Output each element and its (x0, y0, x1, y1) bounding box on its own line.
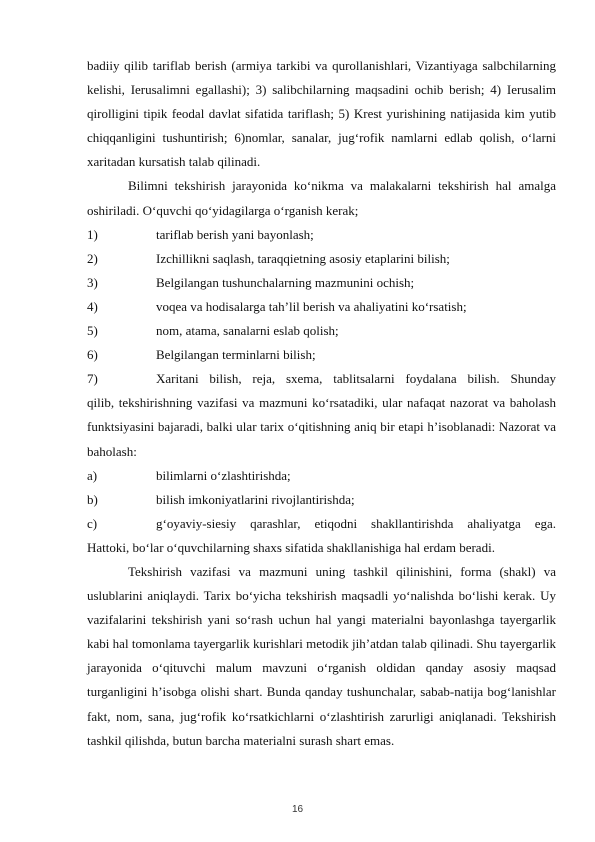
list-item-letter: b) (87, 491, 98, 507)
list-item-number: 7) (87, 371, 98, 387)
lettered-list-item (87, 488, 556, 512)
list-item-text-first-line: Xaritani bilish, reja, sxema, tablitsalarni foydalana bilish. Shunday (156, 371, 556, 387)
list-item-number: 5) (87, 323, 98, 339)
list-item-long (87, 367, 556, 463)
list-item (87, 343, 556, 367)
list-item-text-first-line: g‘oyaviy-siesiy qarashlar, etiqodni shakllantirishda ahaliyatga ega. (156, 515, 556, 531)
list-item-text: bilish imkoniyatlarini rivojlantirishda; (156, 491, 355, 507)
lettered-list-item-long (87, 512, 556, 560)
list-item-text-continuation: qilib, tekshirishning vazifasi va mazmuni ko‘rsatadiki, ular nafaqat nazorat va baholash funktsiyasini bajaradi, balki ular tarix o‘qitishning aniq bir etapi h’isoblanadi: Nazorat va baholash: (87, 395, 556, 459)
list-item-text: Izchillikni saqlash, taraqqietning asosiy etaplarini bilish; (156, 250, 450, 266)
list-item-text: Belgilangan tushunchalarning mazmunini ochish; (156, 274, 415, 290)
list-item-letter: c) (87, 515, 98, 531)
list-item (87, 271, 556, 295)
list-item-number: 6) (87, 347, 98, 363)
paragraph-intro-continuation: badiiy qilib tariflab berish (armiya tarkibi va qurollanishlari, Vizantiyaga salbchilarning kelishi, Ierusalimni egallashi); 3) salibchilarning maqsadini ochib berish; 4) Ierusalim qirolligini tipik feodal davlat sifatida tariflash; 5) Krest yurishining natijasida kim yutib chiqqanligini tushuntirish; 6)nomlar, sanalar, jug‘rofik namlarni edlab qolish, o‘larni xaritadan kursatish talab qilinadi. (87, 58, 556, 170)
paragraph-skills-check: Bilimni tekshirish jarayonida ko‘nikma va malakalarni tekshirish hal amalga oshiriladi. O‘quvchi qo‘yidagilarga o‘rganish kerak; (87, 178, 556, 218)
list-item-number: 1) (87, 226, 98, 242)
list-item-number: 4) (87, 298, 98, 314)
list-item-text: nom, atama, sanalarni eslab qolish; (156, 323, 339, 339)
list-item-letter: a) (87, 467, 98, 483)
page-number: 16 (291, 804, 304, 815)
list-item (87, 295, 556, 319)
paragraph-checking-purpose: Tekshirish vazifasi va mazmuni uning tashkil qilinishini, forma (shakl) va uslublarini aniqlaydi. Tarix bo‘yicha tekshirish maqsadli yo‘nalishda bo‘lishi kerak. Uy vazifalarini tekshirish yani so‘rash uchun hal yangi materialni bayonlashga tayergarlik kabi hal tomonlama tayergarlik kurishlari metodik jih’atdan talab qilinadi. Shu tayergarlik jarayonida o‘qituvchi malum mavzuni o‘rganish oldidan qanday asosiy maqsad turganligini h’isobga olishi shart. Bunda qanday tushunchalar, sabab-natija bog‘lanishlar fakt, nom, sana, jug‘rofik ko‘rsatkichlarni o‘zlashtirish zarurligi aniqlanadi. Tekshirish tashkil qilishda, butun barcha materialni surash shart emas. (87, 563, 556, 748)
list-item-text: voqea va hodisalarga tah’lil berish va ahaliyatini ko‘rsatish; (156, 298, 467, 314)
list-item (87, 223, 556, 247)
list-item-text: tariflab berish yani bayonlash; (156, 226, 314, 242)
list-item-text: Belgilangan terminlarni bilish; (156, 347, 316, 363)
lettered-list-item (87, 464, 556, 488)
list-item-number: 2) (87, 250, 98, 266)
document-page (87, 54, 556, 753)
list-item-text-continuation: Hattoki, bo‘lar o‘quvchilarning shaxs sifatida shakllanishiga hal erdam beradi. (87, 539, 495, 555)
list-item-number: 3) (87, 274, 98, 290)
list-item (87, 247, 556, 271)
list-item (87, 319, 556, 343)
list-item-text: bilimlarni o‘zlashtirishda; (156, 467, 291, 483)
